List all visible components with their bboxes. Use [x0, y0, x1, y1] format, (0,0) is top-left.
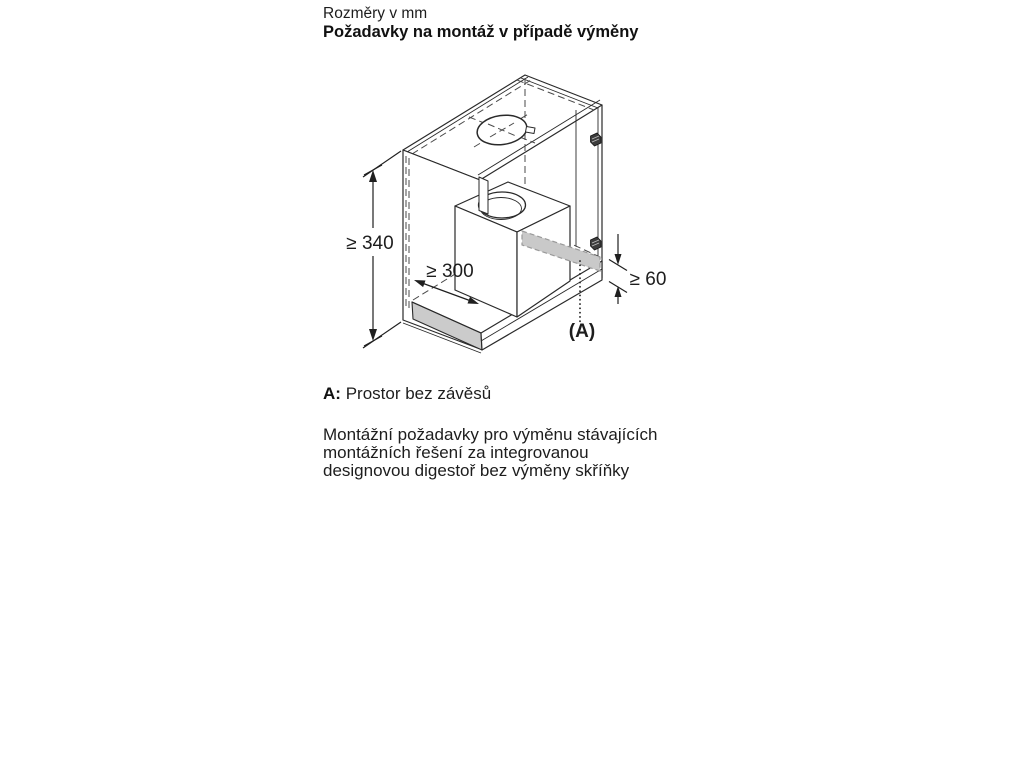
hinge-icon [591, 237, 602, 250]
description [323, 426, 658, 479]
mounting-bracket [479, 177, 488, 214]
legend-a-text: Prostor bez závěsů [345, 384, 492, 403]
legend-a-term: A: [323, 384, 341, 403]
dim-height-label: ≥ 340 [346, 233, 394, 254]
description-line: designovou digestoř bez výměny skříňky [323, 460, 630, 480]
description-line: montážních řešení za integrovanou [323, 442, 589, 462]
dimension-clearance [609, 234, 666, 304]
description-line: Montážní požadavky pro výměnu stávajících [323, 425, 658, 444]
dimension-height [346, 151, 401, 348]
hinge-icon [591, 133, 602, 146]
units-note: Rozměry v mm [323, 5, 428, 22]
legend-a [323, 384, 491, 404]
dim-depth-label: ≥ 300 [426, 261, 474, 282]
area-label: (A) [568, 321, 596, 342]
duct-tab [526, 127, 536, 134]
page-title: Požadavky na montáž v případě výměny [323, 23, 639, 41]
dim-clearance-label: ≥ 60 [629, 269, 667, 290]
